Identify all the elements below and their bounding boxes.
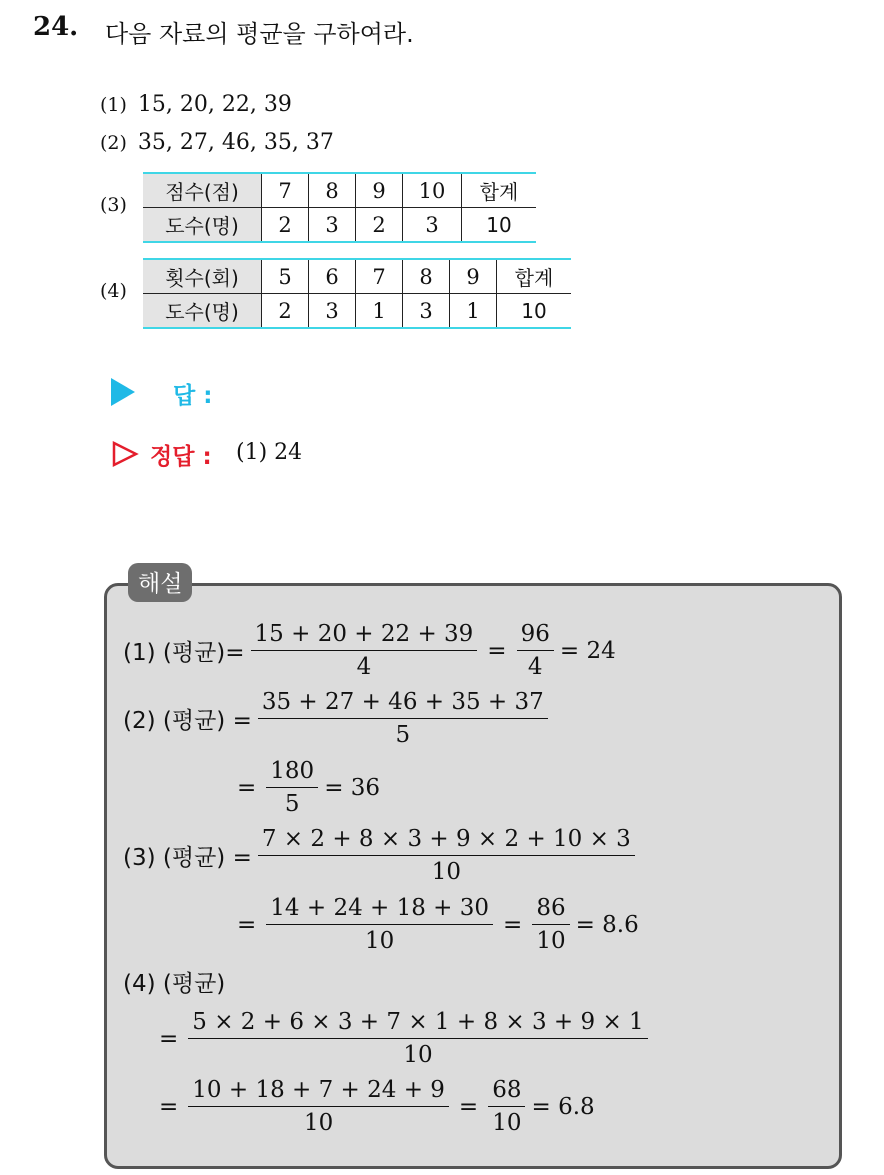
table-cell: 6	[309, 259, 356, 294]
numerator: 96	[517, 620, 554, 651]
table-cell: 10	[497, 294, 572, 329]
table-cell: 2	[262, 208, 309, 243]
table-cell: 10	[462, 208, 537, 243]
answer-label: 답 :	[173, 383, 213, 409]
denominator: 10	[492, 1110, 522, 1136]
numerator: 180	[266, 757, 318, 788]
frequency-table-3	[143, 172, 536, 243]
table-cell: 도수(명)	[143, 294, 262, 329]
table-cell: 1	[356, 294, 403, 329]
table-cell: 3	[309, 208, 356, 243]
numerator: 15 + 20 + 22 + 39	[251, 620, 478, 651]
fraction	[251, 620, 478, 681]
item-1-label: (1)	[100, 94, 127, 116]
step-label: (1) (평균)=	[123, 640, 245, 666]
table-cell: 9	[356, 173, 403, 208]
numerator: 68	[488, 1076, 525, 1107]
correct-answer-label: 정답 :	[150, 444, 212, 470]
explanation-step-4	[123, 965, 225, 998]
numerator: 7 × 2 + 8 × 3 + 9 × 2 + 10 × 3	[258, 825, 635, 856]
item-2	[100, 130, 334, 155]
table-cell: 점수(점)	[143, 173, 262, 208]
equals-sign: =	[159, 1025, 179, 1052]
table-cell: 1	[450, 294, 497, 329]
table-cell: 7	[262, 173, 309, 208]
frequency-table-4	[143, 258, 571, 329]
equals-sign: =	[503, 911, 523, 938]
item-2-values: 35, 27, 46, 35, 37	[137, 130, 334, 155]
explanation-step-1	[123, 620, 616, 681]
table-cell: 8	[403, 259, 450, 294]
table-cell: 8	[309, 173, 356, 208]
play-triangle-icon	[111, 378, 135, 406]
table-row	[143, 259, 571, 294]
step-label: (3) (평균) =	[123, 845, 252, 871]
table-cell: 3	[403, 208, 462, 243]
step-label: (4) (평균)	[123, 971, 226, 997]
step-label: (2) (평균) =	[123, 708, 252, 734]
table-row	[143, 294, 571, 329]
table-cell: 합계	[462, 173, 537, 208]
denominator: 10	[431, 859, 461, 885]
explanation-step-2b	[233, 757, 380, 818]
explanation-tag: 해설	[128, 563, 192, 602]
item-1-values: 15, 20, 22, 39	[137, 92, 292, 117]
fraction	[258, 825, 635, 886]
table-cell: 3	[309, 294, 356, 329]
denominator: 10	[536, 928, 566, 954]
equals-sign: =	[487, 637, 507, 664]
result: = 6.8	[531, 1093, 595, 1120]
denominator: 4	[356, 654, 372, 680]
question-number: 24.	[33, 12, 79, 42]
table-cell: 2	[356, 208, 403, 243]
table-cell: 도수(명)	[143, 208, 262, 243]
equals-sign: =	[237, 774, 257, 801]
table-cell: 7	[356, 259, 403, 294]
result: = 36	[324, 774, 381, 801]
explanation-step-4c	[155, 1076, 595, 1137]
table-row	[143, 208, 536, 243]
numerator: 5 × 2 + 6 × 3 + 7 × 1 + 8 × 3 + 9 × 1	[188, 1008, 647, 1039]
table-3-label: (3)	[100, 194, 127, 216]
table-row	[143, 173, 536, 208]
denominator: 10	[365, 928, 395, 954]
fraction	[266, 894, 493, 955]
numerator: 86	[532, 894, 569, 925]
table-cell: 횟수(회)	[143, 259, 262, 294]
explanation-step-3b	[233, 894, 639, 955]
table-cell: 2	[262, 294, 309, 329]
outline-triangle-icon	[111, 440, 139, 468]
fraction	[532, 894, 569, 955]
table-cell: 5	[262, 259, 309, 294]
explanation-step-3	[123, 825, 641, 886]
item-2-label: (2)	[100, 132, 127, 154]
result: = 8.6	[575, 911, 639, 938]
table-cell: 3	[403, 294, 450, 329]
denominator: 5	[284, 791, 300, 817]
equals-sign: =	[237, 911, 257, 938]
denominator: 5	[395, 722, 411, 748]
table-cell: 합계	[497, 259, 572, 294]
result: = 24	[559, 637, 616, 664]
denominator: 4	[527, 654, 543, 680]
table-cell: 10	[403, 173, 462, 208]
fraction	[258, 688, 548, 749]
explanation-step-2	[123, 688, 554, 749]
fraction	[488, 1076, 525, 1137]
fraction	[188, 1076, 449, 1137]
equals-sign: =	[458, 1093, 479, 1120]
denominator: 10	[403, 1042, 433, 1068]
item-1	[100, 92, 292, 117]
question-text: 다음 자료의 평균을 구하여라.	[105, 20, 414, 48]
correct-answer-value: (1) 24	[236, 440, 303, 465]
table-cell: 9	[450, 259, 497, 294]
equals-sign: =	[159, 1093, 179, 1120]
fraction	[266, 757, 318, 818]
numerator: 35 + 27 + 46 + 35 + 37	[258, 688, 548, 719]
denominator: 10	[303, 1110, 334, 1136]
numerator: 10 + 18 + 7 + 24 + 9	[188, 1076, 449, 1107]
explanation-step-4b	[155, 1008, 654, 1069]
table-4-label: (4)	[100, 280, 127, 302]
fraction	[188, 1008, 647, 1069]
numerator: 14 + 24 + 18 + 30	[266, 894, 493, 925]
fraction	[517, 620, 554, 681]
